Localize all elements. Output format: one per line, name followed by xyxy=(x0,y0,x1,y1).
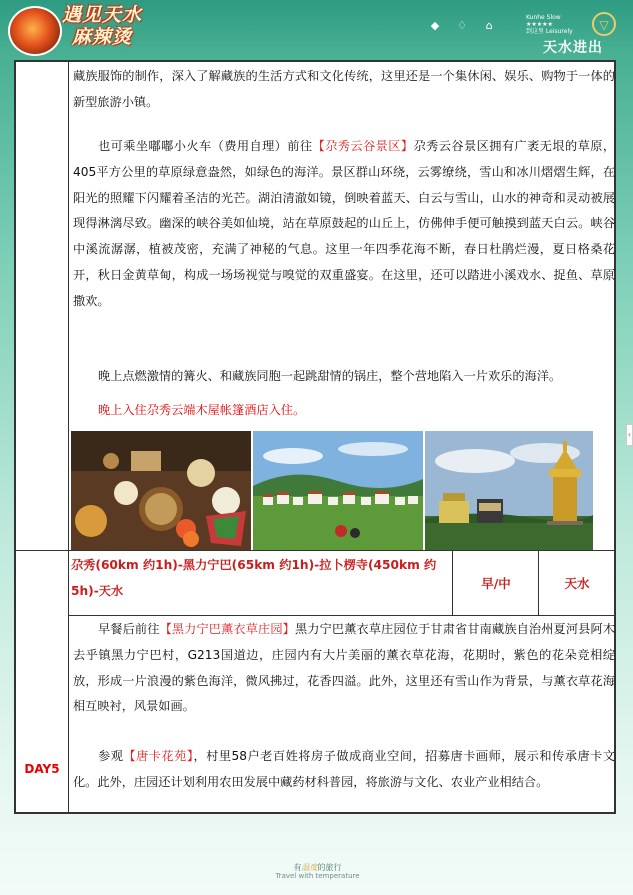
day5-p1-after: 黑力宁巴薰衣草庄园位于甘肃省甘南藏族自治州夏河县阿木去乎镇黑力宁巴村，G213国道边，庄园内有大片美丽的薰衣草花海，花期时，紫色的花朵竞相绽放，形成一片浪漫的紫色海洋，微风拂过，花香四溢。此外，这里还有雪山作为背景，与薰衣草花海相互映衬，风景如画。 xyxy=(73,622,615,714)
golden-prayer-wheel-photo xyxy=(425,431,593,550)
day4-p1-text: 藏族服饰的制作，深入了解藏族的生活方式和文化传统，这里还是一个集休闲、娱乐、购物于一体的新型旅游小镇。 xyxy=(73,69,615,109)
logo-line-1: 遇见天水 xyxy=(62,4,143,26)
footer-line-2: Travel with temperature xyxy=(275,872,360,880)
day4-paragraph-4 xyxy=(73,398,615,424)
day4-p3-text: 晚上点燃激情的篝火、和藏族同胞一起跳甜情的锅庄，整个营地陷入一片欢乐的海洋。 xyxy=(98,369,562,383)
lamp-icon: ♢ xyxy=(457,19,468,32)
brand-logo[interactable] xyxy=(62,4,152,48)
day5-stay: 天水 xyxy=(564,576,590,591)
lavender-manor-highlight: 【黑力宁巴薰衣草庄园】 xyxy=(159,622,295,636)
tibetan-food-photo xyxy=(71,431,251,550)
day5-paragraph-1 xyxy=(73,617,615,720)
day4-p2-before: 也可乘坐嘟嘟小火车（费用自理）前往 xyxy=(98,139,313,153)
pagoda-icon: ⌂ xyxy=(485,19,493,32)
table-col-divider xyxy=(68,62,69,812)
day5-paragraph-2 xyxy=(73,744,615,796)
grassland-village-photo xyxy=(253,431,423,550)
footer-word-a: 有 xyxy=(293,863,302,872)
header-mini-icons xyxy=(428,14,508,34)
logo-line-2: 麻辣烫 xyxy=(72,26,133,48)
gem-badge-icon: ▽ xyxy=(592,12,616,36)
table-row-divider xyxy=(16,550,614,551)
brand-slogan xyxy=(526,14,588,34)
itinerary-table xyxy=(14,60,616,814)
hotpot-bowl-icon xyxy=(8,6,62,56)
table-meal-divider xyxy=(452,550,453,616)
header-bar xyxy=(0,0,633,60)
footer-line-1 xyxy=(270,864,365,872)
footer-word-c: 的旅行 xyxy=(317,863,342,872)
brand-line-2: 到这里 Leisurely xyxy=(526,28,573,35)
day4-p2-after: 尕秀云谷景区拥有广袤无垠的草原，405平方公里的草原绿意盎然，如绿色的海洋。景区群山环绕，云雾缭绕，雪山和冰川熠熠生辉，在阳光的照耀下闪耀着圣洁的光芒。湖泊清澈如镜，倒映着蓝天、白云与雪山，山水的神奇和灵动被展现得淋漓尽致。幽深的峡谷美如仙境，站在草原鼓起的山丘上，仿佛伸手便可触摸到蓝天白云。峡谷中溪流潺潺，植被茂密，充满了神秘的气息。这里一年四季花海不断，春日杜鹃烂漫，夏日格桑花开，秋日金黄草甸，构成一场场视觉与嗅觉的双重盛宴。在这里，还可以踏进小溪戏水、捉鱼、草原撒欢。 xyxy=(73,139,616,308)
day5-p2-after: ，村里58户老百姓将房子做成商业空间，招募唐卡画师，展示和传承唐卡文化。此外，庄园还计划利用农田发展中藏药材科普园，将旅游与文化、农业产业相结合。 xyxy=(73,749,616,789)
day4-paragraph-3 xyxy=(73,364,615,390)
diamond-icon: ◆ xyxy=(430,19,440,32)
day5-route: 尕秀(60km 约1h)-黑力宁巴(65km 约1h)-拉卜楞寺(450km 约5h)-天水 xyxy=(71,558,437,598)
day4-p4-text: 晚上入住尕秀云端木屋帐篷酒店入住。 xyxy=(98,403,306,417)
day5-meals: 早/中 xyxy=(481,576,511,591)
gaxiu-scenic-highlight: 【尕秀云谷景区】 xyxy=(312,139,414,153)
day5-p1-before: 早餐后前往 xyxy=(98,622,160,636)
day5-label: DAY5 xyxy=(24,762,60,776)
day4-paragraph-2 xyxy=(73,134,615,315)
footer-word-b: 温度 xyxy=(301,863,318,872)
footer-slogan xyxy=(270,864,365,880)
photo-strip xyxy=(71,431,593,550)
day4-paragraph-1 xyxy=(73,64,615,116)
thangka-garden-highlight: 【唐卡花苑】 xyxy=(123,749,194,763)
brand-line-1: Kunhe Slow ★★★★★ xyxy=(526,14,561,28)
table-stay-divider xyxy=(538,550,539,616)
day5-p2-before: 参观 xyxy=(98,749,124,763)
side-scroll-tab[interactable]: ‹ xyxy=(626,424,633,446)
page-title: 天水进出 xyxy=(543,40,603,56)
